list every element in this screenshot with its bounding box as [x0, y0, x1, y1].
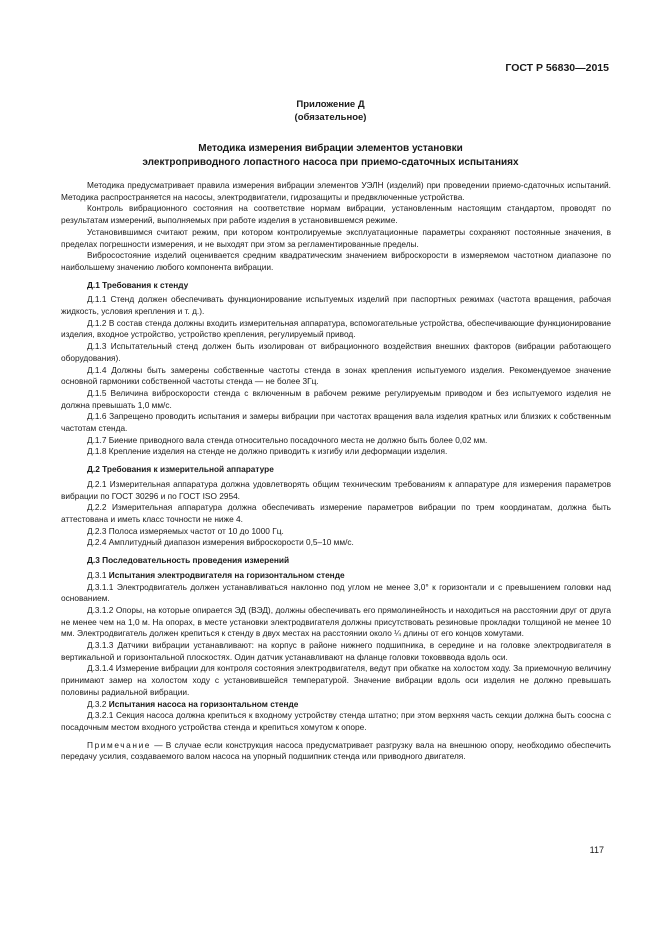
note-paragraph: [61, 740, 611, 763]
intro-paragraph: Установившимся считают режим, при котором контролируемые эксплуатационные параметры сохраняют постоянные значения, в пределах погрешности измерения, и не выходят при этом за регламентированные пределы.: [61, 226, 611, 249]
appendix-status: (обязательное): [294, 112, 367, 123]
page-number: 117: [589, 845, 604, 855]
clause: Д.2.4 Амплитудный диапазон измерения виброскорости 0,5–10 мм/с.: [87, 537, 354, 548]
clause: Д.2.2 Измерительная аппаратура должна обеспечивать измерение параметров вибрации по трем координатам, должна быть аттестована и иметь класс точности не ниже 4.: [61, 502, 611, 524]
clause: Д.1.2 В состав стенда должны входить измерительная аппаратура, вспомогательные устройства, обеспечивающие функционирование изделия, входное устройство, устройство крепления, регулируемый привод.: [61, 317, 611, 340]
subsection-title: Испытания насоса на горизонтальном стенде: [108, 698, 299, 709]
subsection-heading-d3-1: [61, 570, 611, 582]
clause: Д.3.1.1 Электродвигатель должен устанавливаться наклонно под углом не менее 3,0° к горизонтали и с превышением головки над основанием.: [61, 581, 611, 604]
clause: Д.1.6 Запрещено проводить испытания и замеры вибрации при частотах вращения вала изделия кратных или близких к собственным частотам стенда.: [61, 411, 611, 434]
appendix-heading: [0, 98, 661, 124]
section-heading-d1: Д.1 Требования к стенду: [87, 279, 189, 290]
clause: Д.1.4 Должны быть замерены собственные частоты стенда в зонах крепления испытуемого изделия. Рекомендуемое значение основной гармоники собственной частоты стенда — не более 3Гц.: [61, 364, 611, 387]
section-heading-d2: Д.2 Требования к измерительной аппаратуре: [87, 464, 274, 475]
clause: Д.3.1.4 Измерение вибрации для контроля состояния электродвигателя, ведут при обкатке на холостом ходу. За приемочную величину принимают замер на холостом ходу с установившейся температурой. Значение вибрации вдоль оси изделия не должно превышать половины радиальной вибрации.: [61, 663, 611, 697]
subsection-title: Испытания электродвигателя на горизонтальном стенде: [108, 569, 345, 580]
note-text: — В случае если конструкция насоса предусматривает разгрузку вала на внешнюю опору, необходимо обеспечить передачу усилия, создаваемого валом насоса на упорный подшипник стенда или приводного двигателя.: [61, 739, 611, 762]
clause: Д.1.8 Крепление изделия на стенде не должно приводить к изгибу или деформации изделия.: [87, 446, 448, 457]
clause: Д.2.1 Измерительная аппаратура должна удовлетворять общим техническим требованиям к аппаратуре для измерения параметров вибрации по ГОСТ 30296 и по ГОСТ ISO 2954.: [61, 478, 611, 501]
clause: Д.2.3 Полоса измеряемых частот от 10 до 1000 Гц.: [87, 525, 284, 536]
clause: Д.3.1.2 Опоры, на которые опирается ЭД (ВЭД), должны обеспечивать его прямолинейность и находиться на расстоянии друг от друга не менее чем на 1,0 м. На опорах, в месте установки электродвигателя должны присутствовать резиновые прокладки толщиной не менее 10 мм. Электродвигатель должен крепиться к стенду в двух местах на расстоянии около ¼ длины от его концов хомутами.: [61, 604, 611, 639]
clause: Д.1.3 Испытательный стенд должен быть изолирован от вибрационного воздействия внешних факторов (вибрации работающего оборудования).: [61, 341, 611, 363]
clause: Д.1.7 Биение приводного вала стенда относительно посадочного места не должно быть более 0,02 мм.: [87, 434, 488, 445]
intro-paragraph: Вибросостояние изделий оценивается средним квадратическим значением виброскорости в измеряемом частотном диапазоне по наибольшему значению любого компонента вибрации.: [61, 250, 611, 272]
note-label: Примечание: [87, 739, 152, 750]
clause: Д.1.5 Величина виброскорости стенда с включенным в рабочем режиме регулируемым приводом и без испытуемого изделия не должна превышать 1,0 мм/с.: [61, 387, 611, 410]
clause: Д.1.1 Стенд должен обеспечивать функционирование испытуемых изделий при паспортных режимах (частота вращения, рабочая жидкость, условия крепления и т. д.).: [61, 294, 611, 317]
clause: Д.3.1.3 Датчики вибрации устанавливают: на корпус в районе нижнего подшипника, в середине и на головке электродвигателя в вертикальной и горизонтальной плоскостях. Один датчик устанавливают на фланце головки токовввода вдоль оси.: [61, 640, 611, 662]
intro-paragraph: Методика предусматривает правила измерения вибрации элементов УЭЛН (изделий) при проведении приемо-сдаточных испытаний. Методика распространяется на насосы, электродвигатели, гидрозащиты и предвключенные устройства.: [61, 180, 611, 202]
subsection-heading-d3-2: [61, 699, 611, 711]
subsection-number: Д.3.2: [87, 698, 107, 709]
title-line-1: Методика измерения вибрации элементов установки: [198, 143, 463, 154]
clause: Д.3.2.1 Секция насоса должна крепиться к входному устройству стенда штатно; при этом верхняя часть секции должна быть соосна с посадочным местом входного устройства стенда и крепиться хомутом к опоре.: [61, 710, 611, 732]
section-heading-d3: Д.3 Последовательность проведения измерений: [87, 555, 290, 566]
appendix-name: Приложение Д: [296, 99, 365, 110]
document-title: [0, 142, 661, 169]
document-body: [61, 180, 611, 763]
standard-header: ГОСТ Р 56830—2015: [505, 62, 609, 74]
subsection-number: Д.3.1: [87, 569, 107, 580]
title-line-2: электроприводного лопастного насоса при приемо-сдаточных испытаниях: [142, 156, 519, 168]
intro-paragraph: Контроль вибрационного состояния на соответствие нормам вибрации, установленным настоящим стандартом, проводят по результатам измерений, выполняемых при работе изделия в установившемся режиме.: [61, 203, 611, 226]
